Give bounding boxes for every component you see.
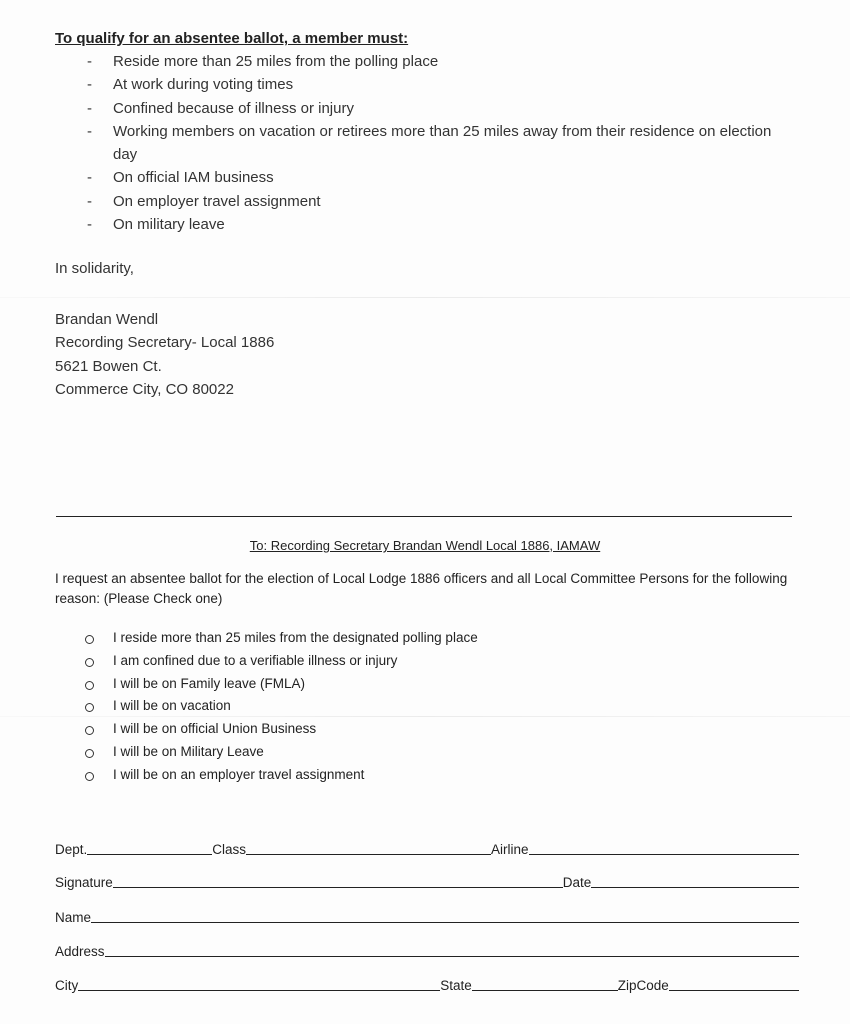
signer-city: Commerce City, CO 80022	[55, 380, 234, 398]
airline-field[interactable]	[529, 840, 799, 855]
list-item	[55, 73, 795, 96]
state-label: State	[440, 978, 472, 993]
dash-bullet: -	[87, 99, 92, 117]
dash-bullet: -	[87, 169, 92, 187]
qualify-list	[55, 50, 795, 236]
signer-street: 5621 Bowen Ct.	[55, 357, 162, 375]
reason-option[interactable]	[55, 764, 478, 787]
signer-title: Recording Secretary- Local 1886	[55, 334, 275, 352]
qualify-heading: To qualify for an absentee ballot, a member must:	[55, 30, 409, 47]
date-field[interactable]	[591, 873, 799, 888]
reason-label: I will be on Military Leave	[113, 743, 264, 759]
state-field[interactable]	[472, 976, 618, 991]
checkbox-circle-icon[interactable]	[85, 772, 94, 781]
dash-bullet: -	[87, 53, 92, 70]
list-item-text: On official IAM business	[113, 169, 274, 187]
dash-bullet: -	[87, 192, 92, 210]
reason-label: I will be on vacation	[113, 698, 231, 714]
address-field[interactable]	[105, 942, 799, 957]
list-item-text: Confined because of illness or injury	[113, 99, 354, 117]
list-item-text: At work during voting times	[113, 76, 294, 94]
list-item	[55, 50, 795, 73]
list-item	[55, 166, 795, 189]
list-item-text: On military leave	[113, 216, 225, 234]
signature-label: Signature	[55, 875, 113, 890]
list-item-text: On employer travel assignment	[113, 192, 321, 210]
name-label: Name	[55, 910, 92, 925]
zipcode-field[interactable]	[669, 976, 799, 991]
reason-label: I will be on official Union Business	[113, 721, 317, 737]
reason-label: I reside more than 25 miles from the designated polling place	[113, 630, 478, 645]
zipcode-label: ZipCode	[617, 978, 669, 993]
list-item	[55, 120, 795, 167]
dash-bullet: -	[87, 216, 92, 234]
scan-crease	[0, 297, 850, 298]
address-label: Address	[55, 944, 105, 959]
request-statement: I request an absentee ballot for the election of Local Lodge 1886 officers and all Local Committee Persons for the following reason: (Please Check one)	[55, 571, 788, 606]
checkbox-circle-icon[interactable]	[85, 726, 94, 735]
reason-option[interactable]	[55, 673, 478, 696]
dept-field[interactable]	[87, 840, 212, 855]
dept-label: Dept.	[55, 842, 88, 857]
reason-option[interactable]	[55, 627, 478, 650]
closing-salutation: In solidarity,	[55, 260, 134, 277]
list-item	[55, 97, 795, 120]
list-item	[55, 190, 795, 213]
checkbox-circle-icon[interactable]	[85, 658, 94, 667]
reason-option[interactable]	[55, 718, 478, 741]
cut-line	[56, 516, 792, 517]
form-row-signature	[55, 872, 799, 890]
airline-label: Airline	[491, 842, 529, 857]
signer-name: Brandan Wendl	[55, 311, 159, 328]
class-field[interactable]	[246, 840, 491, 855]
list-item-text: Working members on vacation or retirees more than 25 miles away from their residence on election day	[113, 122, 772, 164]
class-label: Class	[212, 842, 247, 857]
name-field[interactable]	[91, 908, 799, 923]
form-row-name	[55, 907, 799, 925]
date-label: Date	[562, 875, 592, 890]
signature-field[interactable]	[113, 873, 563, 888]
reason-label: I am confined due to a verifiable illness or injury	[113, 652, 398, 668]
reason-options	[55, 627, 478, 787]
form-row-address	[55, 941, 799, 959]
list-item-text: Reside more than 25 miles from the polling place	[113, 53, 439, 70]
form-recipient: To: Recording Secretary Brandan Wendl Local 1886, IAMAW	[249, 538, 601, 553]
checkbox-circle-icon[interactable]	[85, 681, 94, 690]
dash-bullet: -	[87, 122, 92, 140]
reason-label: I will be on Family leave (FMLA)	[113, 675, 306, 691]
reason-option[interactable]	[55, 741, 478, 764]
checkbox-circle-icon[interactable]	[85, 635, 94, 644]
checkbox-circle-icon[interactable]	[85, 703, 94, 712]
dash-bullet: -	[87, 76, 92, 94]
list-item	[55, 213, 795, 236]
form-row-city	[55, 975, 799, 993]
city-label: City	[55, 978, 79, 993]
city-field[interactable]	[78, 976, 440, 991]
signature-block	[55, 308, 274, 401]
reason-label: I will be on an employer travel assignment	[113, 766, 365, 782]
reason-option[interactable]	[55, 695, 478, 718]
form-row-dept	[55, 839, 799, 857]
reason-option[interactable]	[55, 650, 478, 673]
checkbox-circle-icon[interactable]	[85, 749, 94, 758]
